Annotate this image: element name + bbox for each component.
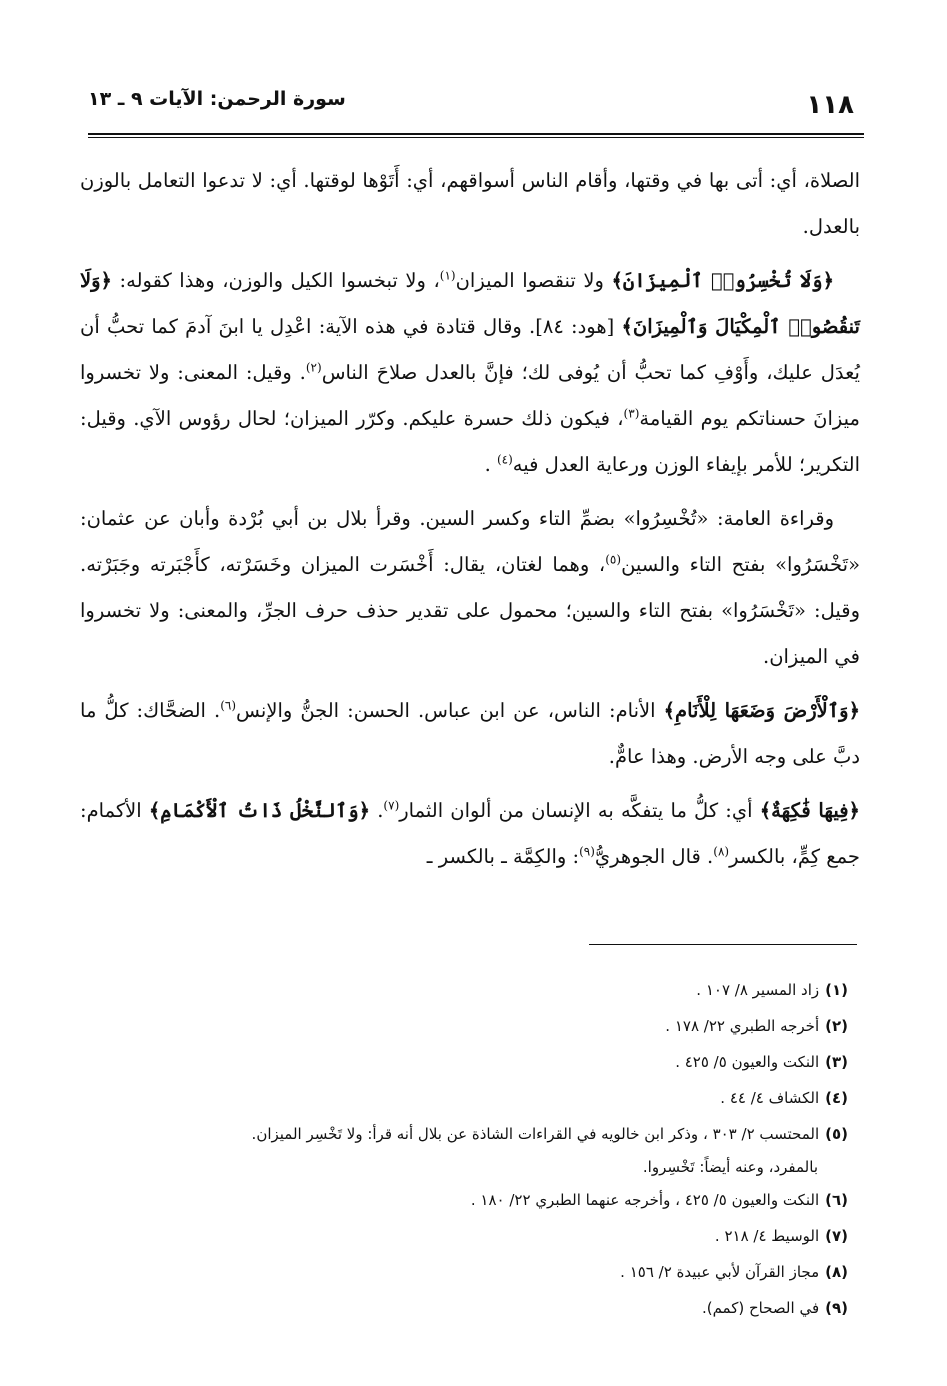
running-title: سورة الرحمن: الآيات ٩ ـ ١٣ <box>88 88 346 110</box>
footnote-number: (٨) <box>825 1263 848 1281</box>
quran-verse: ﴿وَلَا تَنقُصُوا۟ ٱلْمِكْيَالَ وَٱلْمِيزَانَ﴾ <box>80 269 860 338</box>
text-run: . وقيل: المعنى: ولا تخسروا ميزانَ حسناتكم يوم القيامة <box>80 361 860 430</box>
text-run: ، ولا تبخسوا الكيل والوزن، وهذا كقوله: <box>111 269 440 292</box>
text-run: ، فيكون ذلك حسرة عليكم. وكرّر الميزان؛ لحال رؤوس الآي. وقيل: التكرير؛ للأمر بإيفاء الوزن ورعاية العدل فيه <box>80 407 860 476</box>
footnote-text: الكشاف ٤/ ٤٤ . <box>720 1089 820 1107</box>
footnote-text: المحتسب ٢/ ٣٠٣ ، وذكر ابن خالويه في القراءات الشاذة عن بلال أنه قرأ: ولا تَخْسِر الميزان. <box>251 1125 820 1143</box>
footnote-number: (١) <box>825 981 848 999</box>
text-run: . <box>370 799 384 822</box>
footnote-5 <box>80 1116 856 1182</box>
footnote-ref-2[interactable]: (٢) <box>305 360 322 375</box>
text-run: . الضحَّاك: كلُّ ما دبَّ على وجه الأرض. وهذا عامٌّ. <box>80 699 860 768</box>
paragraph-5 <box>80 788 860 880</box>
text-run: أي: كلُّ ما يتفكَّه به الإنسان من ألوان الثمار <box>399 799 760 822</box>
text-run: الأكمام: جمع كِمٍّ، بالكسر <box>80 799 860 868</box>
text-run: . <box>484 453 497 476</box>
quran-verse: ﴿وَلَا تُخْسِرُوا۟ ٱلْمِيزَانَ﴾ <box>611 269 834 292</box>
footnote-2 <box>80 1008 856 1044</box>
footnote-text: النكت والعيون ٥/ ٤٢٥ ، وأخرجه عنهما الطبري ٢٢/ ١٨٠ . <box>470 1191 820 1209</box>
quran-verse: ﴿وَٱلْأَرْضَ وَضَعَهَا لِلْأَنَامِ﴾ <box>663 699 861 722</box>
footnote-ref-9[interactable]: (٩) <box>579 844 595 859</box>
footnote-text: زاد المسير ٨/ ١٠٧ . <box>696 981 820 999</box>
footnote-continuation: بالمفرد، وعنه أيضاً: تَخْسِروا. <box>642 1158 818 1176</box>
footnote-number: (٦) <box>825 1191 848 1209</box>
text-run: ، وهما لغتان، يقال: أَخْسَرت الميزان وخَسَرْته، كأَجْبَرته وجَبَرْته. وقيل: «تَخْسَرُوا» بفتح التاء والسين؛ محمول على تقدير حذف حرف الجرِّ، والمعنى: ولا تخسروا في الميزان. <box>80 553 860 668</box>
footnote-number: (٥) <box>825 1125 848 1143</box>
footnote-number: (٤) <box>825 1089 848 1107</box>
footnote-8 <box>80 1254 856 1290</box>
footnote-number: (٧) <box>825 1227 848 1245</box>
footnote-ref-6[interactable]: (٦) <box>220 698 237 713</box>
page-number: ١١٨ <box>806 90 854 120</box>
footnote-6 <box>80 1182 856 1218</box>
text-run: الأنام: الناس، عن ابن عباس. الحسن: الجنُّ والإنس <box>236 699 664 722</box>
footnotes <box>80 972 856 1326</box>
main-text <box>80 158 860 888</box>
paragraph-2 <box>80 258 860 488</box>
footnote-ref-1[interactable]: (١) <box>439 268 456 283</box>
footnote-ref-8[interactable]: (٨) <box>713 844 730 859</box>
text-run: وقراءة العامة: «تُخْسِرُوا» بضمِّ التاء وكسر السين. وقرأ بلال بن أبي بُرْدة وأبان عن عثمان: «تَخْسَرُوا» بفتح التاء والسين <box>80 507 860 576</box>
footnote-ref-3[interactable]: (٣) <box>623 406 640 421</box>
footnote-3 <box>80 1044 856 1080</box>
quran-verse: ﴿فِيهَا فَٰكِهَةٌ﴾ <box>759 799 860 822</box>
footnote-text: في الصحاح (كمم). <box>701 1299 820 1317</box>
paragraph-1: الصلاة، أي: أتى بها في وقتها، وأقام الناس أسواقهم، أي: أَتَوْها لوقتها. أي: لا تدعوا التعامل بالوزن بالعدل. <box>80 169 860 238</box>
footnote-text: الوسيط ٤/ ٢١٨ . <box>714 1227 820 1245</box>
quran-verse: ﴿وَٱلنَّخْلُ ذَاتُ ٱلْأَكْمَامِ﴾ <box>148 799 371 822</box>
text-run: : والكِمَّة ـ بالكسر ـ <box>426 845 580 868</box>
footnote-ref-4[interactable]: (٤) <box>496 452 513 467</box>
page-header <box>88 78 864 130</box>
footnote-number: (٩) <box>825 1299 848 1317</box>
footnote-text: مجاز القرآن لأبي عبيدة ٢/ ١٥٦ . <box>620 1263 820 1281</box>
text-run: [هود: ٨٤]. وقال قتادة في هذه الآية: اعْدِل يا ابنَ آدمَ كما تحبُّ أن يُعدَل عليك، وأَوْفِ كما تحبُّ أن يُوفى لك؛ فإنَّ بالعدل صلاحَ الناس <box>80 315 860 384</box>
footnote-text: أخرجه الطبري ٢٢/ ١٧٨ . <box>665 1017 820 1035</box>
footnote-number: (٢) <box>825 1017 848 1035</box>
footnote-4 <box>80 1080 856 1116</box>
footnote-7 <box>80 1218 856 1254</box>
footnote-text: النكت والعيون ٥/ ٤٢٥ . <box>675 1053 820 1071</box>
footnote-1 <box>80 972 856 1008</box>
footnote-separator <box>589 944 857 945</box>
text-run: ولا تنقصوا الميزان <box>455 269 612 292</box>
footnote-number: (٣) <box>825 1053 848 1071</box>
paragraph-3 <box>80 496 860 680</box>
header-rule <box>88 133 864 138</box>
footnote-ref-5[interactable]: (٥) <box>605 552 622 567</box>
paragraph-4 <box>80 688 860 780</box>
footnote-9 <box>80 1290 856 1326</box>
footnote-ref-7[interactable]: (٧) <box>383 798 400 813</box>
text-run: . قال الجوهريُّ <box>594 845 714 868</box>
